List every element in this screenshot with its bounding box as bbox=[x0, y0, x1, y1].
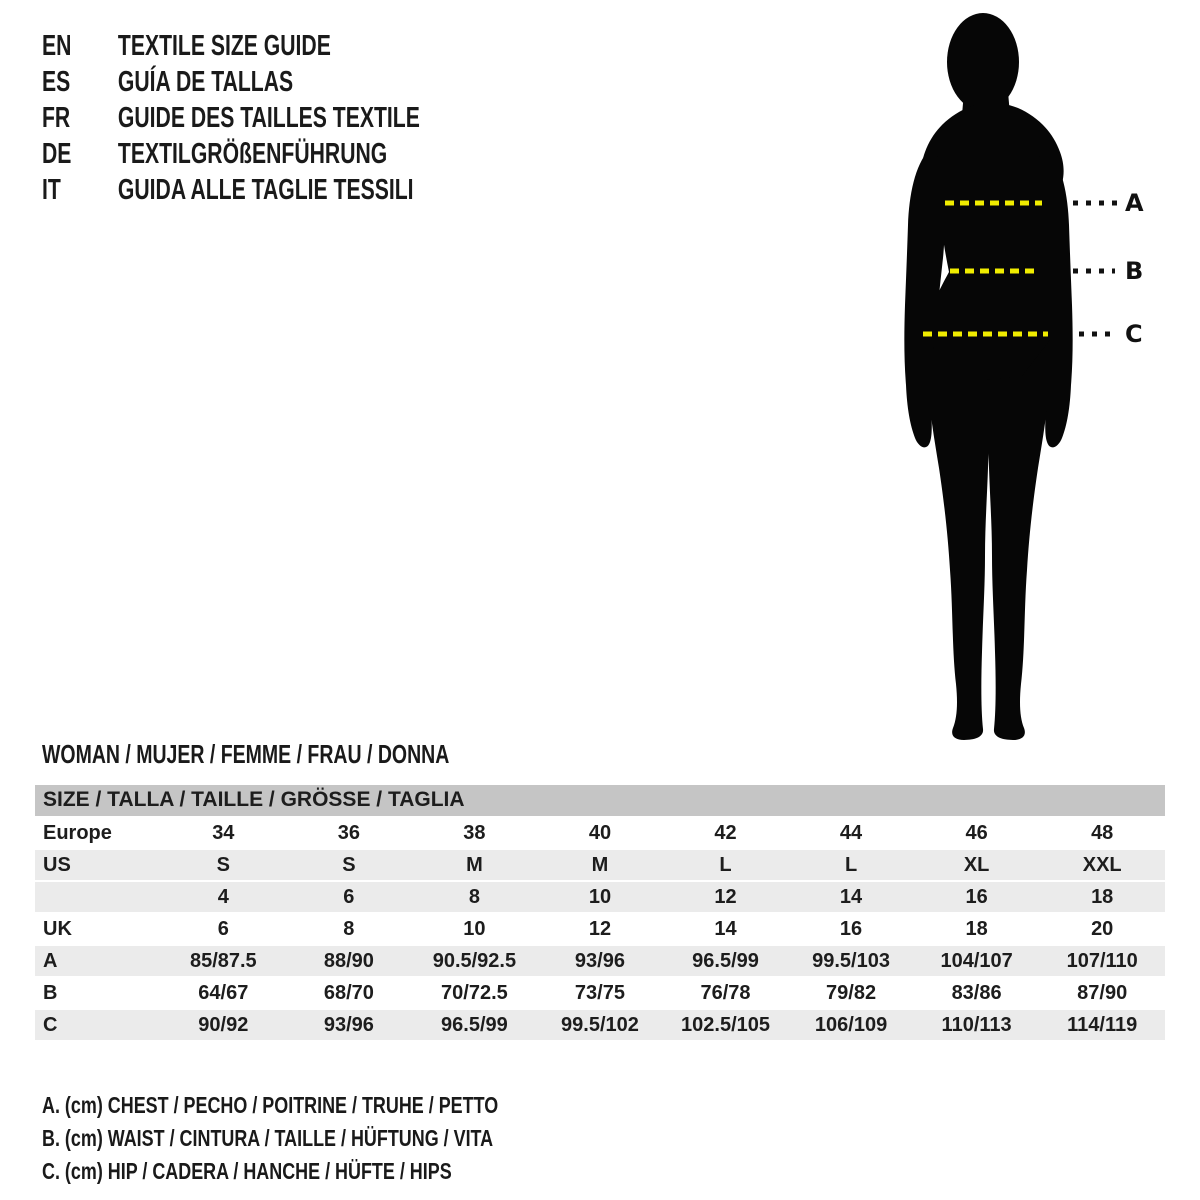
size-cell: 42 bbox=[663, 817, 789, 849]
language-row-it bbox=[42, 172, 420, 208]
size-cell: 70/72.5 bbox=[412, 977, 538, 1009]
guide-title-es: GUÍA DE TALLAS bbox=[117, 66, 294, 98]
size-cell: 40 bbox=[537, 817, 663, 849]
woman-silhouette bbox=[904, 13, 1072, 740]
size-cell: 64/67 bbox=[161, 977, 287, 1009]
size-cell: 107/110 bbox=[1039, 945, 1165, 977]
woman-silhouette-svg bbox=[895, 10, 1160, 745]
size-cell: S bbox=[161, 849, 287, 881]
row-label: C bbox=[35, 1009, 161, 1041]
size-cell: 18 bbox=[1039, 881, 1165, 913]
size-cell: 110/113 bbox=[914, 1009, 1040, 1041]
marker-b-label: B bbox=[1125, 257, 1144, 285]
size-cell: L bbox=[788, 849, 914, 881]
size-cell: 99.5/103 bbox=[788, 945, 914, 977]
size-cell: 16 bbox=[914, 881, 1040, 913]
size-cell: 8 bbox=[286, 913, 412, 945]
size-cell: XXL bbox=[1039, 849, 1165, 881]
size-cell: 76/78 bbox=[663, 977, 789, 1009]
size-cell: S bbox=[286, 849, 412, 881]
size-cell: 93/96 bbox=[286, 1009, 412, 1041]
size-table bbox=[35, 785, 1165, 1042]
guide-title-en: TEXTILE SIZE GUIDE bbox=[117, 30, 331, 62]
size-cell: 16 bbox=[788, 913, 914, 945]
language-code: EN bbox=[42, 30, 72, 62]
size-cell: 93/96 bbox=[537, 945, 663, 977]
table-header-row bbox=[35, 785, 1165, 817]
language-code: IT bbox=[42, 174, 61, 206]
size-cell: 83/86 bbox=[914, 977, 1040, 1009]
size-cell: M bbox=[537, 849, 663, 881]
row-label: A bbox=[35, 945, 161, 977]
language-row-es bbox=[42, 64, 420, 100]
table-row-hip-c bbox=[35, 1009, 1165, 1041]
size-cell: 73/75 bbox=[537, 977, 663, 1009]
language-row-en bbox=[42, 28, 420, 64]
size-cell: 96.5/99 bbox=[412, 1009, 538, 1041]
size-cell: 114/119 bbox=[1039, 1009, 1165, 1041]
size-cell: 36 bbox=[286, 817, 412, 849]
legend-line-chest: A. (cm) CHEST / PECHO / POITRINE / TRUHE / PETTO bbox=[42, 1092, 499, 1118]
table-row-us-letters bbox=[35, 849, 1165, 881]
legend-line-hip: C. (cm) HIP / CADERA / HANCHE / HÜFTE / HIPS bbox=[42, 1158, 452, 1184]
size-cell: 85/87.5 bbox=[161, 945, 287, 977]
size-cell: 38 bbox=[412, 817, 538, 849]
size-cell: 14 bbox=[663, 913, 789, 945]
size-cell: 102.5/105 bbox=[663, 1009, 789, 1041]
language-list bbox=[42, 28, 560, 208]
size-cell: 18 bbox=[914, 913, 1040, 945]
size-cell: 12 bbox=[663, 881, 789, 913]
size-cell: 34 bbox=[161, 817, 287, 849]
language-code: DE bbox=[42, 138, 72, 170]
size-cell: 90.5/92.5 bbox=[412, 945, 538, 977]
size-cell: XL bbox=[914, 849, 1040, 881]
size-cell: 44 bbox=[788, 817, 914, 849]
size-cell: 20 bbox=[1039, 913, 1165, 945]
row-label: B bbox=[35, 977, 161, 1009]
size-cell: 14 bbox=[788, 881, 914, 913]
size-cell: L bbox=[663, 849, 789, 881]
table-row-europe bbox=[35, 817, 1165, 849]
size-cell: 99.5/102 bbox=[537, 1009, 663, 1041]
size-cell: 10 bbox=[537, 881, 663, 913]
size-cell: 8 bbox=[412, 881, 538, 913]
language-row-fr bbox=[42, 100, 420, 136]
size-cell: 106/109 bbox=[788, 1009, 914, 1041]
language-row-de bbox=[42, 136, 420, 172]
legend-line-waist: B. (cm) WAIST / CINTURA / TAILLE / HÜFTUNG / VITA bbox=[42, 1125, 494, 1151]
size-cell: M bbox=[412, 849, 538, 881]
size-table-header: SIZE / TALLA / TAILLE / GRÖSSE / TAGLIA bbox=[35, 785, 1165, 817]
language-code: FR bbox=[42, 102, 71, 134]
row-label bbox=[35, 881, 161, 913]
size-cell: 10 bbox=[412, 913, 538, 945]
size-cell: 96.5/99 bbox=[663, 945, 789, 977]
row-label: Europe bbox=[35, 817, 161, 849]
woman-figure bbox=[895, 10, 1160, 745]
language-code: ES bbox=[42, 66, 71, 98]
size-cell: 90/92 bbox=[161, 1009, 287, 1041]
table-row-chest-a bbox=[35, 945, 1165, 977]
size-cell: 12 bbox=[537, 913, 663, 945]
size-cell: 6 bbox=[286, 881, 412, 913]
section-heading: WOMAN / MUJER / FEMME / FRAU / DONNA bbox=[42, 739, 450, 769]
size-cell: 88/90 bbox=[286, 945, 412, 977]
size-cell: 79/82 bbox=[788, 977, 914, 1009]
size-cell: 48 bbox=[1039, 817, 1165, 849]
size-cell: 46 bbox=[914, 817, 1040, 849]
guide-title-fr: GUIDE DES TAILLES TEXTILE bbox=[117, 102, 420, 134]
table-row-waist-b bbox=[35, 977, 1165, 1009]
guide-title-de: TEXTILGRÖßENFÜHRUNG bbox=[117, 138, 388, 170]
table-row-us-numbers bbox=[35, 881, 1165, 913]
marker-c-label: C bbox=[1125, 320, 1143, 348]
measurement-legend bbox=[42, 1089, 627, 1188]
size-cell: 68/70 bbox=[286, 977, 412, 1009]
size-cell: 4 bbox=[161, 881, 287, 913]
left-leg-shape bbox=[927, 340, 990, 740]
right-leg-shape bbox=[987, 340, 1050, 740]
row-label: UK bbox=[35, 913, 161, 945]
marker-a-label: A bbox=[1125, 189, 1144, 217]
row-label: US bbox=[35, 849, 161, 881]
table-row-uk bbox=[35, 913, 1165, 945]
size-cell: 87/90 bbox=[1039, 977, 1165, 1009]
size-cell: 6 bbox=[161, 913, 287, 945]
guide-title-it: GUIDA ALLE TAGLIE TESSILI bbox=[117, 174, 414, 206]
size-cell: 104/107 bbox=[914, 945, 1040, 977]
